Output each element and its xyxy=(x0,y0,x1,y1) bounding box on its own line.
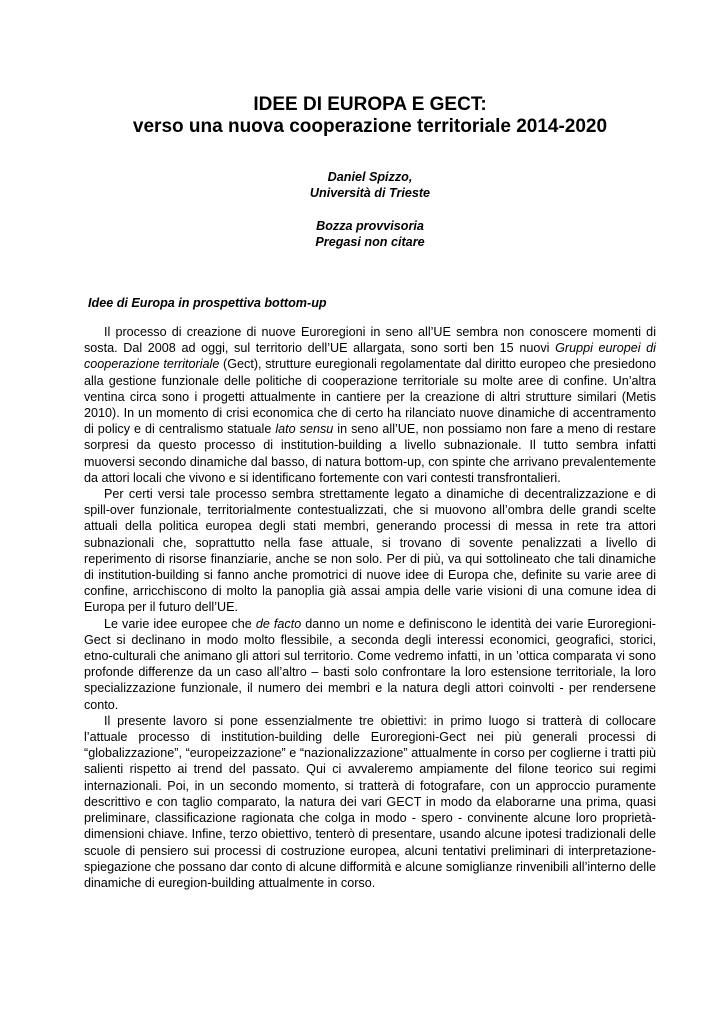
paragraph-text: in seno all’UE, non possiamo non fare a meno di restare sorpresi da questo processo di institution-building a livello subnazionale. Il tutto sembra infatti muoversi secondo dinamiche dal basso, di natura bottom-up, con spinte che arrivano prevalentemente da attori locali che vivono e si identificano fortemente con vari contesti transfrontalieri. xyxy=(84,422,656,485)
italic-text: Gruppi europei di cooperazione territoriale xyxy=(84,341,656,372)
author-affiliation: Università di Trieste xyxy=(309,186,431,200)
paragraph-text: danno un nome e definiscono le identità dei varie Euroregioni-Gect si declinano in modo molto flessibile, a seconda degli interessi economici, geografici, storici, etno-culturali che animano gli attori sul territorio. Come vedremo infatti, in un ’ottica comparata vi sono profonde differenze da un caso all’altro – basti solo confrontare la loro estensione territoriale, la loro specializzazione funzionale, il numero dei membri e la natura degli attori coinvolti - per rendersene conto. xyxy=(84,616,657,712)
title-line-2: verso una nuova cooperazione territoriale 2014-2020 xyxy=(132,116,608,137)
paragraph-text: Le varie idee europee che xyxy=(104,616,256,631)
paragraph-text: Per certi versi tale processo sembra strettamente legato a dinamiche di decentralizzazione e di spill-over funzionale, territorialmente contestualizzati, che si muovono all’ombra delle grandi scelte attuali della politica europea degli stati membri, generando processi di messa in rete tra attori subnazionali che, soprattutto nella fase attuale, si trovano di sovente penalizzati a livello di reperimento di risorse finanziarie, anche se non solo. Per di più, va qui sottolineato che tali dinamiche di institution-building si fanno anche promotrici di nuove idee di Europa che, definite su varie aree di confine, arricchiscono di molto la panoplia già assai ampia delle varie visioni di una comune idea di Europa per il futuro dell’UE. xyxy=(84,487,656,615)
author-block xyxy=(84,169,656,201)
body-paragraph xyxy=(84,486,656,616)
section-heading: Idee di Europa in prospettiva bottom-up xyxy=(88,296,327,310)
draft-note-block xyxy=(84,218,656,250)
body-paragraph xyxy=(84,324,656,486)
author-name: Daniel Spizzo, xyxy=(327,170,413,184)
body-paragraph xyxy=(84,713,656,891)
draft-note: Bozza provvisoria xyxy=(316,219,424,233)
title-line-1: IDEE DI EUROPA E GECT: xyxy=(253,94,487,115)
paragraph-text: Il processo di creazione di nuove Euroregioni in seno all’UE sembra non conoscere momenti di sosta. Dal 2008 ad oggi, sul territorio dell’UE allargata, sono sorti ben 15 nuovi xyxy=(84,325,656,356)
paragraph-text: Il presente lavoro si pone essenzialmente tre obiettivi: in primo luogo si tratterà di collocare l’attuale processo di institution-building delle Euroregioni-Gect nei più generali processi di “globalizzazione”, “europeizzazione” e “nazionalizzazione” attualmente in corso per coglierne i tratti più salienti rispetto ai trend del passato. Qui ci avvaleremo ampiamente del filone teorico sui regimi internazionali. Poi, in un secondo momento, si tratterà di fotografare, con un approccio puramente descrittivo e con taglio comparato, la natura dei vari GECT in modo da elaborarne una prima, quasi preliminare, classificazione ragionata che colga in modo - spero - convinente alcune loro proprietà-dimensioni chiave. Infine, terzo obiettivo, tenterò di presentare, usando alcune ipotesi tradizionali delle scuole di pensiero sui processi di costruzione europea, alcuni tentativi preliminari di interpretazione-spiegazione che possano dar conto di alcune difformità e alcune somiglianze rinvenibili all’interno delle dinamiche di euregion-building attualmente in corso. xyxy=(84,713,656,890)
document-title xyxy=(84,94,656,138)
body-paragraph xyxy=(84,616,656,713)
italic-text: de facto xyxy=(255,616,302,631)
italic-text: lato sensu xyxy=(275,422,334,437)
citation-note: Pregasi non citare xyxy=(315,235,425,249)
body-text xyxy=(84,324,656,891)
document-page xyxy=(84,94,656,891)
paragraph-text: (Gect), strutture euregionali regolamentate dal diritto europeo che presiedono alla gestione funzionale delle politiche di cooperazione territoriale su molte aree di confine. Un’altra ventina circa sono i progetti attualmente in cantiere per la creazione di altri strutture similari (Metis 2010). In un momento di crisi economica che di certo ha rilanciato nuove dinamiche di accentramento di policy e di centralismo statuale xyxy=(84,357,656,437)
